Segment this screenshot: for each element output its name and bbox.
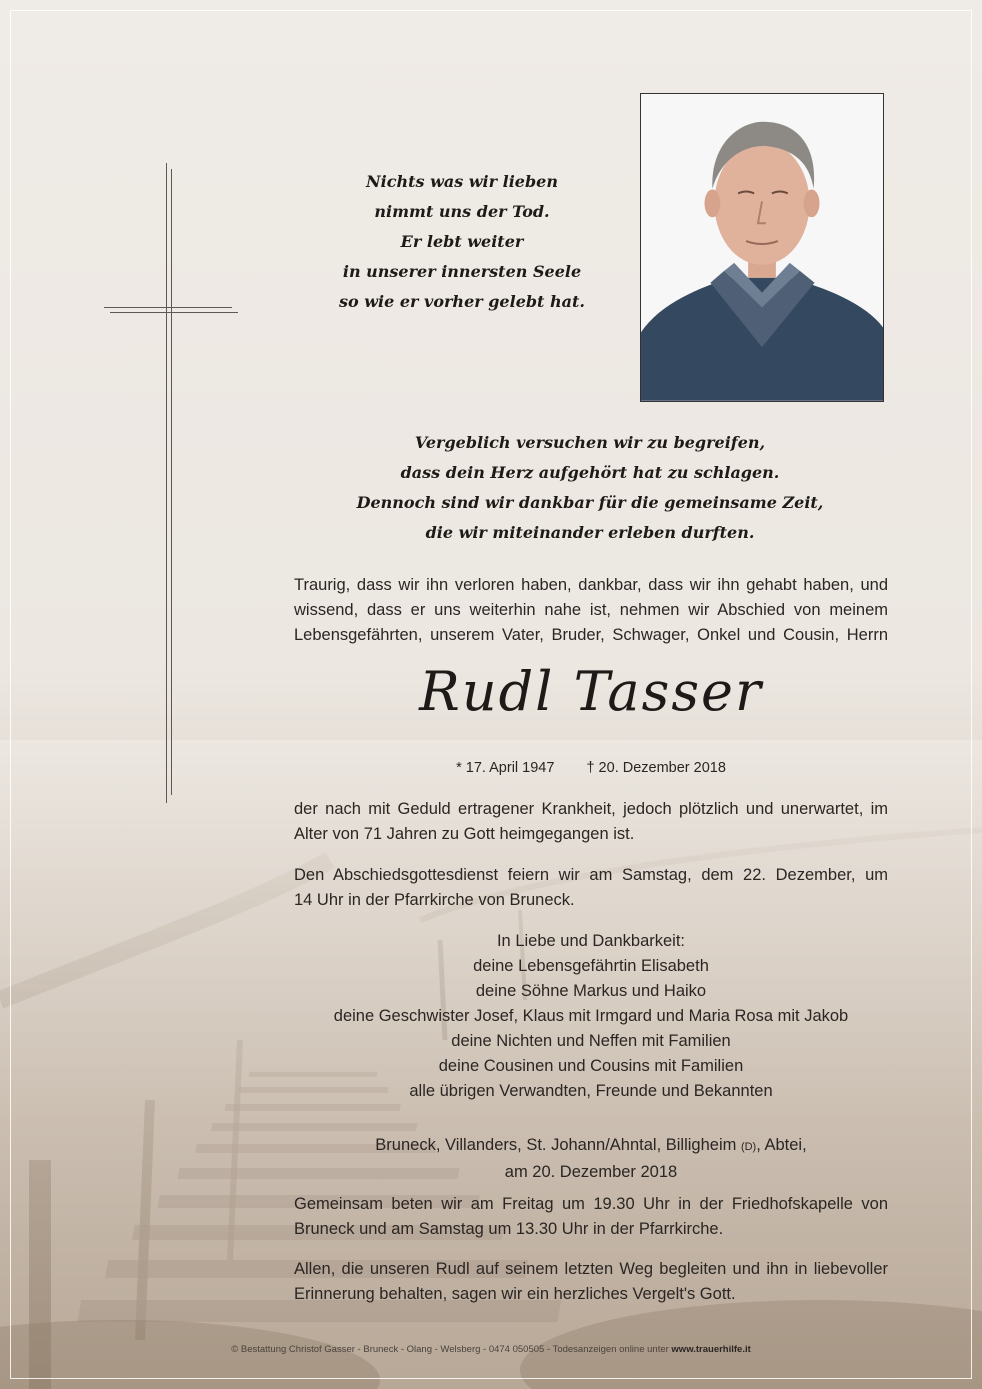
thanks-paragraph bbox=[294, 1257, 888, 1307]
quote-line: in unserer innersten Seele bbox=[342, 262, 582, 281]
text-line: Traurig, dass wir ihn verloren haben, dankbar, dass wir ihn gehabt haben, und bbox=[294, 576, 888, 594]
quote-line: Dennoch sind wir dankbar für die gemeinsame Zeit, bbox=[356, 493, 824, 512]
family-item: alle übrigen Verwandten, Freunde und Bekannten bbox=[409, 1082, 773, 1100]
quote-line: die wir miteinander erleben durften. bbox=[425, 523, 755, 542]
places-and-date bbox=[294, 1133, 888, 1185]
death-date: † 20. Dezember 2018 bbox=[586, 760, 726, 776]
quote-top bbox=[292, 167, 632, 317]
country-code: (D) bbox=[740, 1141, 757, 1153]
portrait-photo bbox=[640, 93, 884, 402]
places-text-end: , Abtei, bbox=[756, 1136, 807, 1154]
quote-line: Vergeblich versuchen wir zu begreifen, bbox=[414, 433, 766, 452]
family-list bbox=[294, 929, 888, 1104]
notice-date: am 20. Dezember 2018 bbox=[504, 1163, 678, 1181]
service-paragraph bbox=[294, 863, 888, 913]
family-item: deine Lebensgefährtin Elisabeth bbox=[473, 957, 709, 975]
quote-line: Er lebt weiter bbox=[400, 232, 524, 251]
life-dates bbox=[294, 760, 888, 776]
places-line bbox=[294, 1133, 888, 1160]
prayer-paragraph bbox=[294, 1192, 888, 1242]
text-line: wissend, dass er uns weiterhin nahe ist, nehmen wir Abschied von meinem bbox=[294, 601, 888, 619]
text-line: Bruneck und am Samstag um 13.30 Uhr in der Pfarrkirche. bbox=[294, 1220, 724, 1238]
family-item: deine Söhne Markus und Haiko bbox=[475, 982, 707, 1000]
text-line: der nach mit Geduld ertragener Krankheit, jedoch plötzlich und unerwartet, im bbox=[294, 800, 888, 818]
deceased-name: Rudl Tasser bbox=[419, 660, 763, 723]
quote-line: nimmt uns der Tod. bbox=[374, 202, 550, 221]
quote-line: dass dein Herz aufgehört hat zu schlagen. bbox=[400, 463, 780, 482]
birth-date: * 17. April 1947 bbox=[456, 760, 555, 776]
intro-paragraph bbox=[294, 573, 888, 648]
text-line: Lebensgefährten, unserem Vater, Bruder, Schwager, Onkel und Cousin, Herrn bbox=[294, 626, 888, 644]
family-heading: In Liebe und Dankbarkeit: bbox=[496, 932, 686, 950]
family-item: deine Geschwister Josef, Klaus mit Irmgard und Maria Rosa mit Jakob bbox=[333, 1007, 849, 1025]
family-item: deine Nichten und Neffen mit Familien bbox=[451, 1032, 731, 1050]
text-line: Allen, die unseren Rudl auf seinem letzten Weg begleiten und ihn in liebevoller bbox=[294, 1260, 888, 1278]
family-item: deine Cousinen und Cousins mit Familien bbox=[438, 1057, 744, 1075]
text-line: 14 Uhr in der Pfarrkirche von Bruneck. bbox=[294, 891, 575, 909]
footer-credits bbox=[0, 1344, 982, 1355]
cross-icon bbox=[104, 163, 238, 803]
text-line: Gemeinsam beten wir am Freitag um 19.30 Uhr in der Friedhofskapelle von bbox=[294, 1195, 888, 1213]
portrait-illustration bbox=[641, 94, 883, 401]
quote-line: so wie er vorher gelebt hat. bbox=[339, 292, 585, 311]
illness-paragraph bbox=[294, 797, 888, 847]
footer-link[interactable]: www.trauerhilfe.it bbox=[671, 1344, 751, 1355]
places-text: Bruneck, Villanders, St. Johann/Ahntal, Billigheim bbox=[375, 1136, 741, 1154]
text-line: Den Abschiedsgottesdienst feiern wir am Samstag, dem 22. Dezember, um bbox=[294, 866, 888, 884]
footer-text: © Bestattung Christof Gasser - Bruneck - Olang - Welsberg - 0474 050505 - Todesanzeigen online unter bbox=[231, 1344, 672, 1355]
quote-middle bbox=[292, 428, 888, 548]
quote-line: Nichts was wir lieben bbox=[366, 172, 558, 191]
text-line: Erinnerung behalten, sagen wir ein herzliches Vergelt's Gott. bbox=[294, 1285, 736, 1303]
text-line: Alter von 71 Jahren zu Gott heimgegangen ist. bbox=[294, 825, 635, 843]
